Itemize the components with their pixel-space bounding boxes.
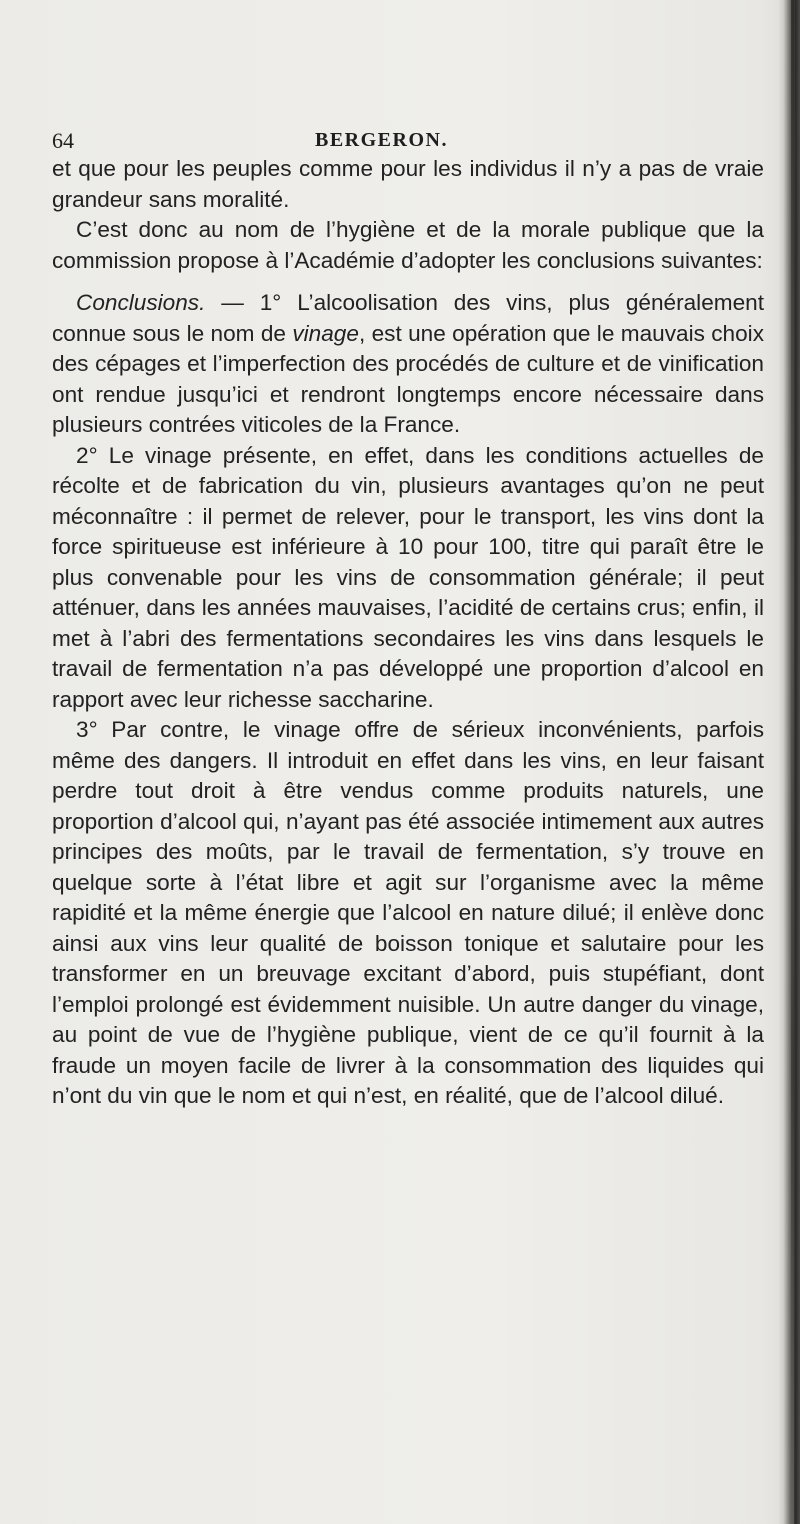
page-header <box>52 128 752 156</box>
conclusion-1-text-b: , est une opération que le mauvais choix des cépages et l’imperfection des procédés de culture et de vinification ont rendue jusqu’ici et rendront longtemps encore nécessaire dans plusieurs contrées viticoles de la France. <box>52 320 764 437</box>
paragraph-conclusion-3: 3° Par contre, le vinage offre de sérieux inconvénients, parfois même des dangers. Il introduit en effet dans les vins, en leur faisant perdre tout droit à être vendus comme produits naturels, une proportion d’alcool qui, n’ayant pas été associée intimement aux autres principes des moûts, par le travail de fermentation, s’y trouve en quelque sorte à l’état libre et agit sur l’organisme avec la même rapidité et la même énergie que l’alcool en nature dilué; il enlève donc ainsi aux vins leur qualité de boisson tonique et salutaire pour les transformer en un breuvage excitant d’abord, puis stupéfiant, dont l’emploi prolongé est évidemment nuisible. Un autre danger du vinage, au point de vue de l’hygiène publique, vient de ce qu’il fournit à la fraude un moyen facile de livrer à la consommation des liquides qui n’ont du vin que le nom et qui n’est, en réalité, que de l’alcool dilué. <box>52 717 764 1108</box>
book-spine-edge <box>778 0 800 1524</box>
vinage-term: vinage <box>292 320 359 346</box>
body-text <box>52 154 764 1112</box>
conclusions-label: Conclusions. <box>76 290 206 315</box>
paragraph-conclusion-2: 2° Le vinage présente, en effet, dans les conditions actuelles de récolte et de fabrication du vin, plusieurs avantages qu’on ne peut méconnaître : il permet de relever, pour le transport, les vins dont la force spiritueuse est inférieure à 10 pour 100, titre qui paraît être le plus convenable pour les vins de consommation générale; il peut atténuer, dans les années mauvaises, l’acidité de certains crus; enfin, il met à l’abri des fermentations secondaires les vins dans lesquels le travail de fermentation n’a pas développé une proportion d’alcool en rapport avec leur richesse saccharine. <box>52 442 764 712</box>
conclusion-1-text-a: — 1° L’alcoolisation des vins, plus généralement connue sous le nom de <box>52 290 764 346</box>
running-title: BERGERON. <box>315 129 448 151</box>
paragraph-continuation: et que pour les peuples comme pour les individus il n’y a pas de vraie grandeur sans moralité. <box>52 156 764 212</box>
page-number: 64 <box>52 128 74 153</box>
paragraph-gap <box>52 276 764 288</box>
paragraph-conclusion-1 <box>52 288 764 441</box>
paragraph-commission: C’est donc au nom de l’hygiène et de la morale publique que la commission propose à l’Académie d’adopter les conclusions suivantes: <box>52 217 764 273</box>
